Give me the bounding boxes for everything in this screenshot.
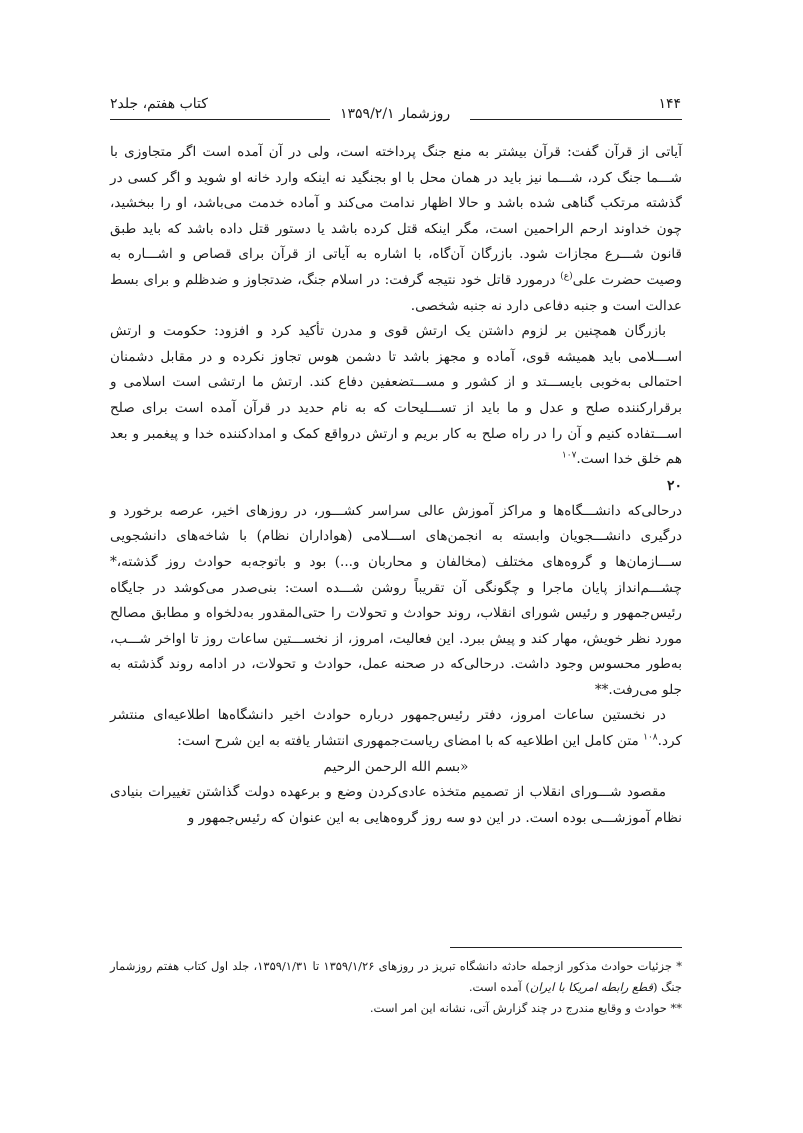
basmala: «بسم الله الرحمن الرحیم bbox=[323, 758, 469, 775]
paragraph-revolution-council: مقصود شـــورای انقلاب از تصمیم متخذه عادی‌کردن وضع و برعهده دولت گذاشتن تغییرات بنیادی نظام آموزشـــی بوده است. در این دو سه روز گروه‌هایی به این عنوان که رئیس‌جمهور و bbox=[110, 784, 682, 826]
paragraph-universities: درحالی‌که دانشـــگاه‌ها و مراکز آموزش عالی سراسر کشـــور، در روزهای اخیر، عرصه برخورد و درگیری دانشـــجویان وابسته به انجمن‌های اســـلامی (هواداران نظام) با شاخه‌های دانشجویی ســـازمان‌ها و گروه‌های مختلف (مخالفان و محاربان و...) بود و باتوجه‌به حوادث روز گذشته،* چشـــم‌انداز پایان ماجرا و چگونگی آن تقریباً روشن شـــده است: بنی‌صدر می‌کوشد در جایگاه رئیس‌جمهور و رئیس شورای انقلاب، روند حوادث و تحولات را حتی‌المقدور به‌دلخواه و مطابق مصالح مورد نظر خویش، مهار کند و پیش ببرد. این فعالیت، امروز، از نخســـتین ساعات روز تا اواخر شـــب، به‌طور محسوس وجود داشت. درحالی‌که در صحنه عمل، حوادث و تحولات، در ادامه روند گذشته به جلو می‌رفت.** bbox=[110, 502, 682, 698]
footnote-2: ** حوادث و وقایع مندرج در چند گزارش آتی، نشانه این امر است. bbox=[369, 1001, 682, 1015]
paragraph-president-statement: در نخستین ساعات امروز، دفتر رئیس‌جمهور درباره حوادث اخیر دانشگاه‌ها اطلاعیه‌ای منتشر کرد.$^{۱۰۸}$ متن کامل این اطلاعیه که با امضای ریاست‌جمهوری انتشار یافته به این شرح است: bbox=[110, 707, 682, 750]
running-header-date-title: روزشمار ۱۳۵۹/۲/۱ bbox=[340, 106, 451, 122]
honorific-superscript: (ع) bbox=[560, 271, 573, 282]
body-text bbox=[110, 140, 682, 831]
footnote-1: * جزئیات حوادث مذکور ازجمله حادثه دانشگاه تبریز در روزهای ۱۳۵۹/۱/۲۶ تا ۱۳۵۹/۱/۳۱، جلد اول کتاب هفتم روزشمار جنگ (قطع رابطه امریکا با ایران) آمده است. bbox=[110, 959, 682, 994]
running-header-book-title: کتاب هفتم، جلد۲ bbox=[110, 96, 208, 112]
footnote-rule bbox=[450, 947, 682, 948]
paragraph-quran-war: آیاتی از قرآن گفت: قرآن بیشتر به منع جنگ پرداخته است، ولی در آن آمده است اگر متجاوزی با شـــما جنگ کرد، شـــما نیز باید در همان محل با او بجنگید نه اینکه وارد خانه او شوید و اگر کسی در گذشته مرتکب گناهی شده باشد و حالا اظهار ندامت می‌کند و آماده خدمت می‌باشد، او را ببخشید، چون خداوند ارحم الراحمین است، مگر اینکه قتل کرده باشد یا دستور قتل داده باشد که باید طبق قانون شـــرع مجازات شود. بازرگان آن‌گاه، با اشاره به آیاتی از قرآن برای قصاص و اشـــاره به وصیت حضرت علی$^{(ع)}$ درمورد قاتل خود نتیجه گرفت: در اسلام جنگ، ضدتجاوز و ضدظلم و برای بسط عدالت است و جنبه دفاعی دارد نه جنبه شخصی. bbox=[110, 144, 682, 314]
header-rule-right bbox=[470, 119, 682, 120]
endnote-ref-108: ۱۰۸ bbox=[643, 732, 658, 743]
footnotes bbox=[110, 956, 682, 1019]
paragraph-strong-army: بازرگان همچنین بر لزوم داشتن یک ارتش قوی و مدرن تأکید کرد و افزود: حکومت و ارتش اســـلامی باید همیشه قوی، آماده و مجهز باشد تا دشمن هوس تجاوز نکرده و در مقابل دشمنان احتمالی به‌خوبی بایســـتد و از کشور و مســـتضعفین دفاع کند. ارتش ما ارتشی است اسلامی و برقرارکننده صلح و عدل و ما باید از تســـلیحات که به نام حدید در قرآن آمده است برای صلح اســـتفاده کنیم و آن را در راه صلح به کار بریم و ارتش درواقع کمک و امدادکننده خدا و پیغمبر و بعد هم خلق خدا است.$^{۱۰۷}$ bbox=[110, 323, 682, 468]
header-rule-left bbox=[110, 119, 330, 120]
section-number: ۲۰ bbox=[666, 477, 682, 494]
page-number: ۱۴۴ bbox=[658, 96, 681, 112]
footnote-book-title: قطع رابطه امریکا با ایران bbox=[529, 980, 653, 994]
endnote-ref-107: ۱۰۷ bbox=[561, 450, 577, 461]
